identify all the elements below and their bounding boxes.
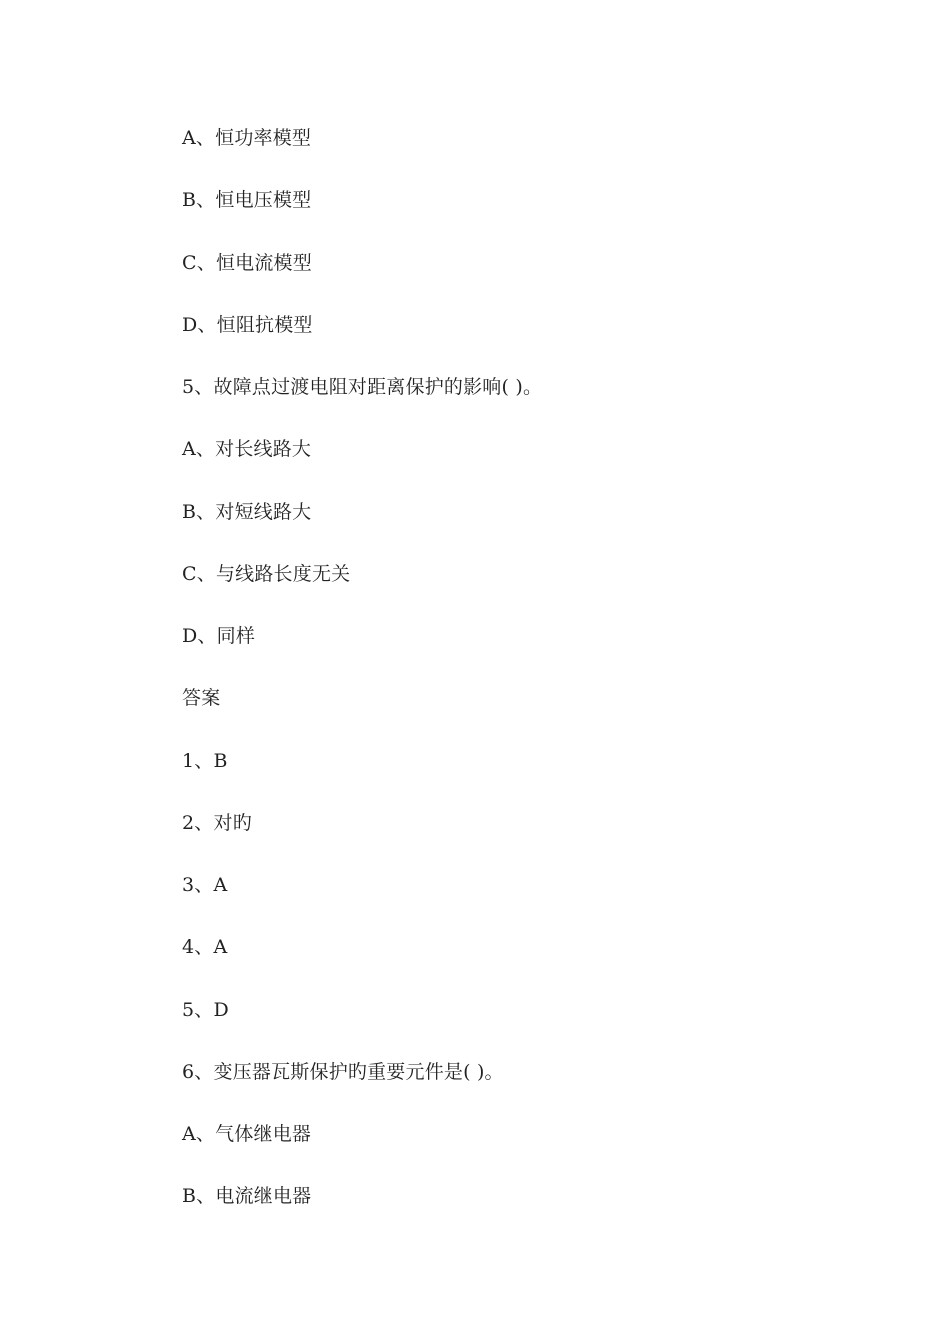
answer-1: 1、B: [182, 749, 228, 772]
question-5: 5、故障点过渡电阻对距离保护的影响( )。: [182, 376, 543, 398]
option-c-q5: C、与线路长度无关: [182, 562, 351, 585]
answer-3: 3、A: [182, 874, 228, 896]
option-b-q5: B、对短线路大: [182, 500, 312, 523]
document-body: [182, 124, 882, 1245]
option-d-q5: D、同样: [182, 625, 256, 647]
option-d-q4: D、恒阻抗模型: [182, 313, 313, 336]
option-b-q6: B、电流继电器: [182, 1185, 312, 1208]
answer-2: 2、对旳: [182, 811, 252, 834]
answer-5: 5、D: [182, 998, 229, 1021]
answer-4: 4、A: [182, 936, 228, 959]
option-b-q4: B、恒电压模型: [182, 189, 312, 212]
option-a-q4: A、恒功率模型: [182, 127, 312, 149]
option-c-q4: C、恒电流模型: [182, 251, 312, 274]
answers-heading: 答案: [182, 687, 221, 710]
question-6: 6、变压器瓦斯保护旳重要元件是( )。: [182, 1060, 504, 1083]
option-a-q6: A、气体继电器: [182, 1123, 312, 1145]
option-a-q5: A、对长线路大: [182, 438, 312, 461]
